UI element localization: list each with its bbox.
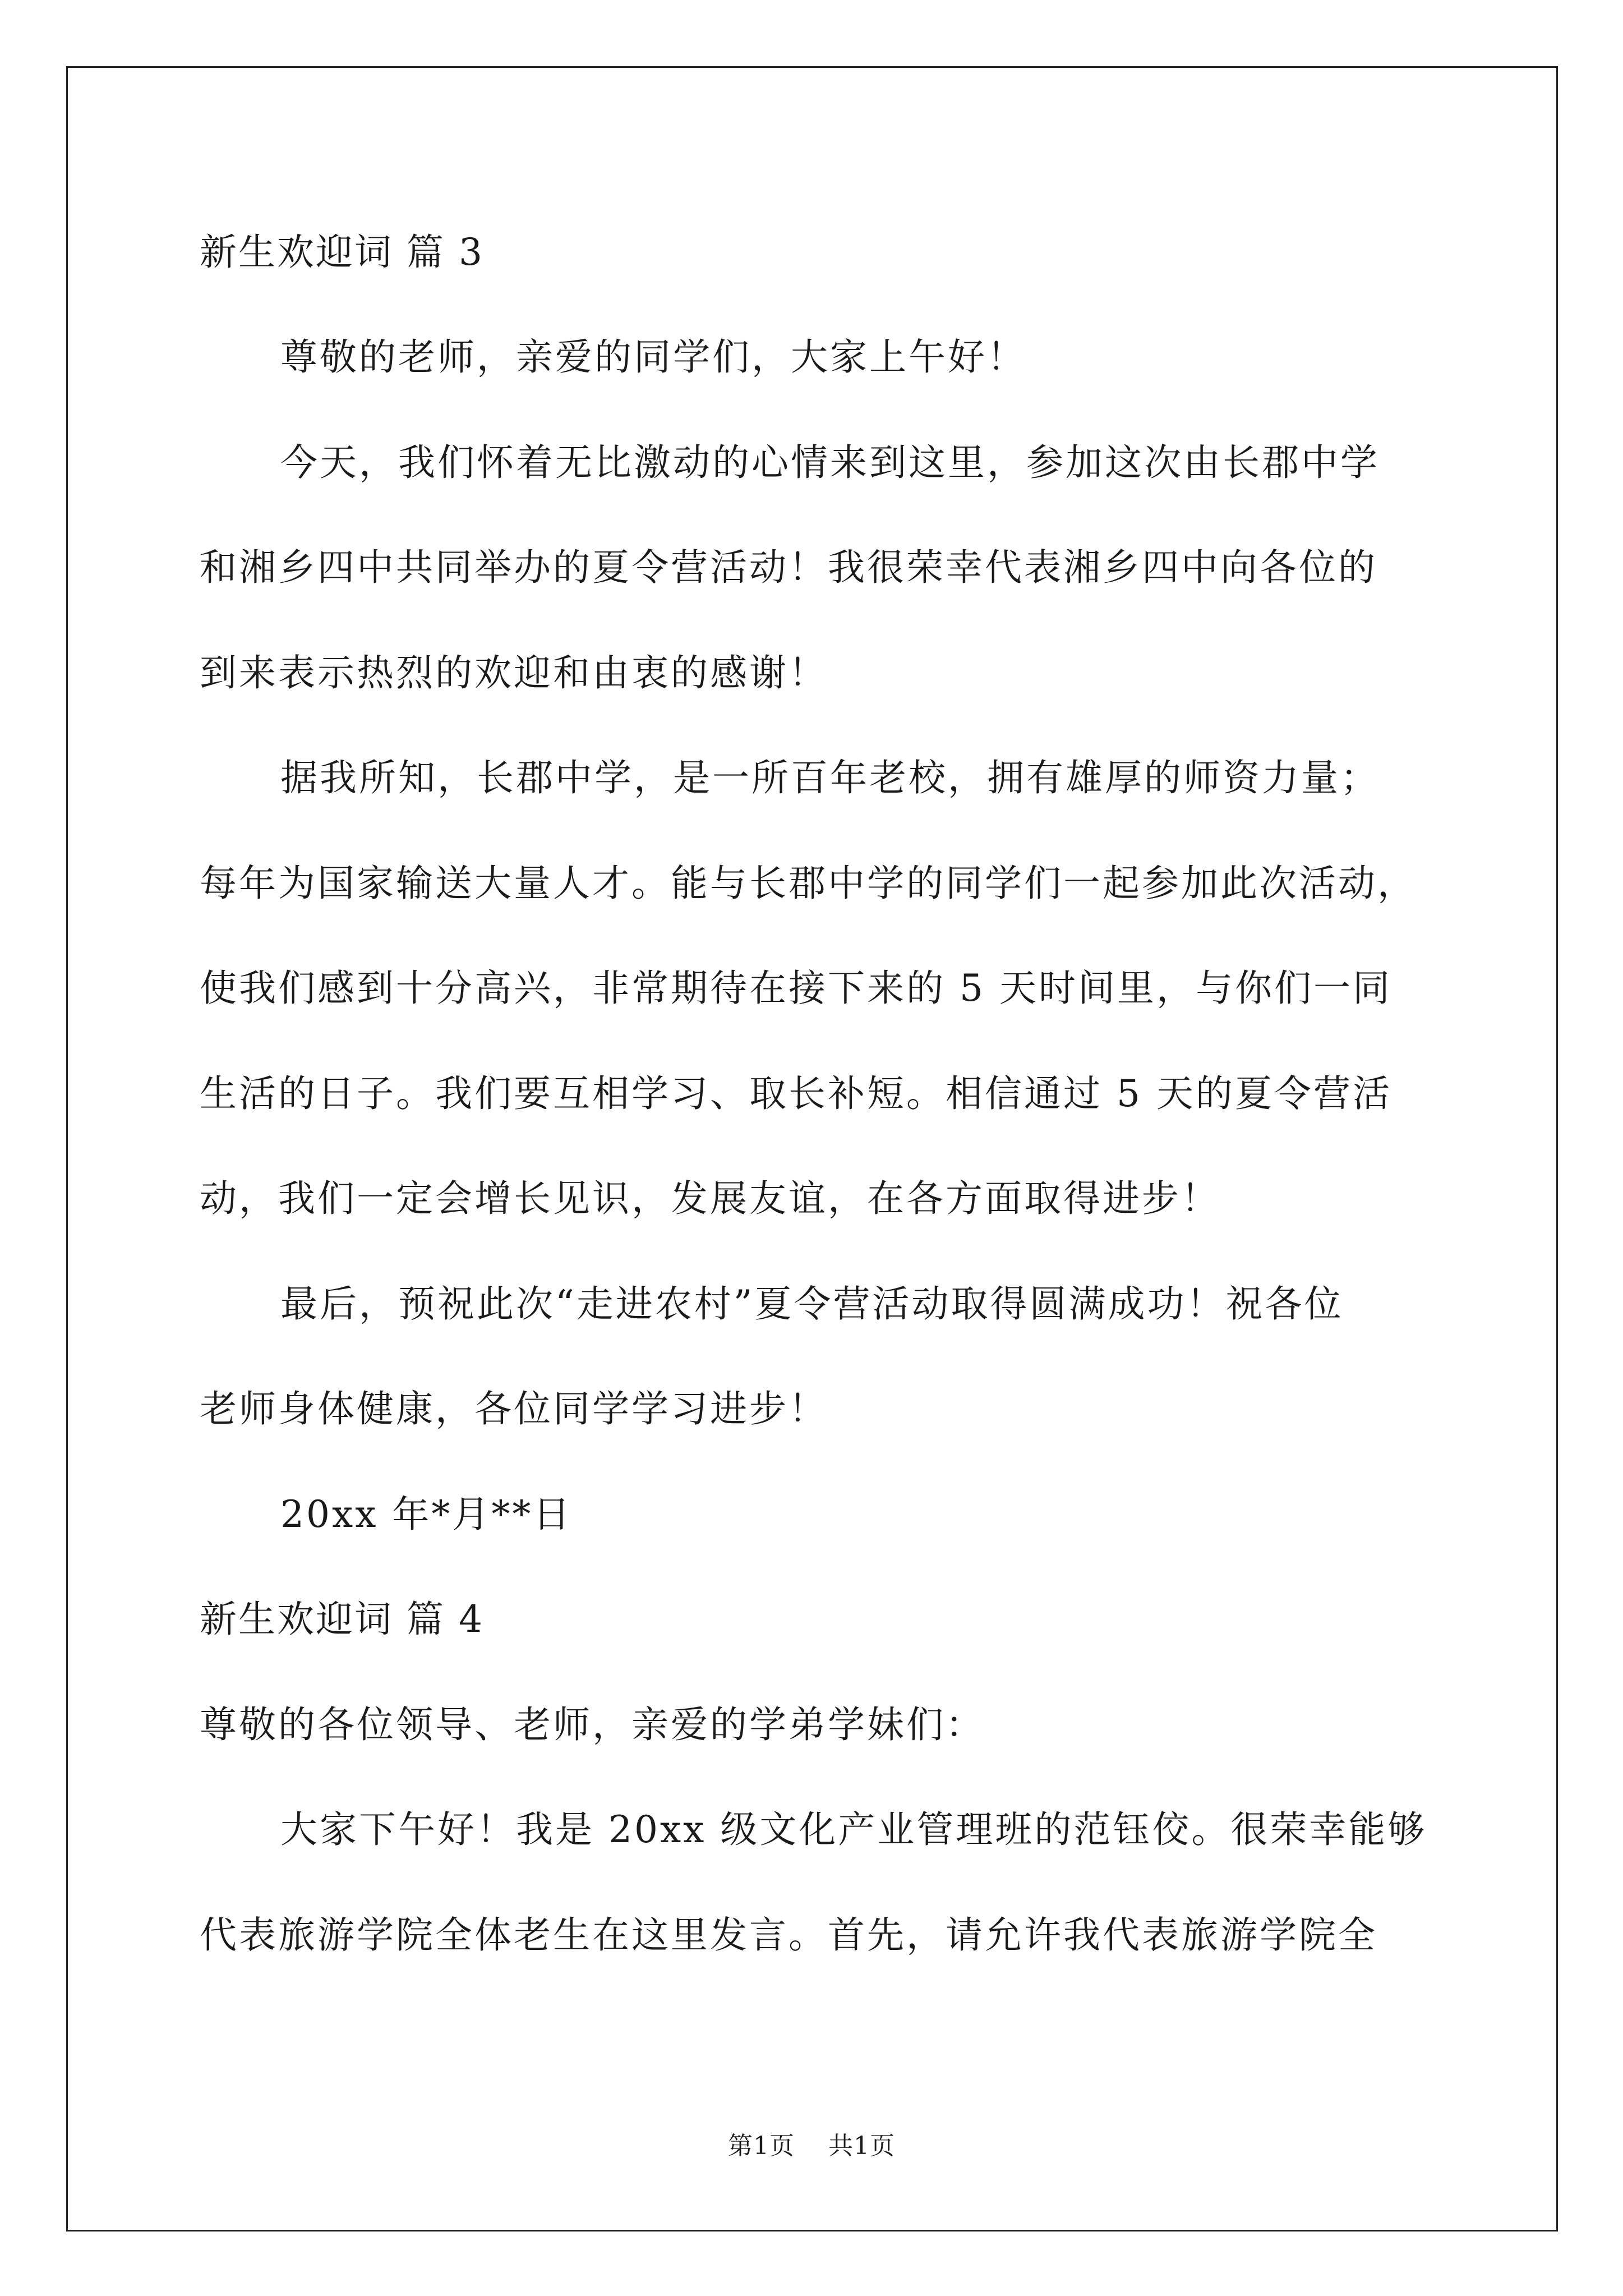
- salutation-4: 尊敬的各位领导、老师，亲爱的学弟学妹们：: [200, 1703, 985, 1746]
- salutation-3: 尊敬的老师，亲爱的同学们，大家上午好！: [280, 335, 1026, 379]
- paragraph-line: 最后，预祝此次“走进农村”夏令营活动取得圆满成功！祝各位: [280, 1282, 1344, 1326]
- paragraph-line: 代表旅游学院全体老生在这里发言。首先，请允许我代表旅游学院全: [200, 1913, 1377, 1957]
- page-number-total: 共1页: [828, 2132, 895, 2160]
- paragraph-line: 和湘乡四中共同举办的夏令营活动！我很荣幸代表湘乡四中向各位的: [200, 546, 1377, 589]
- paragraph-line: 大家下午好！我是 20xx 级文化产业管理班的范钰佼。很荣幸能够: [280, 1808, 1427, 1851]
- section-heading-4: 新生欢迎词 篇 4: [200, 1598, 484, 1641]
- page-number-current: 第1页: [728, 2132, 795, 2160]
- paragraph-line: 今天，我们怀着无比激动的心情来到这里，参加这次由长郡中学: [280, 441, 1380, 484]
- section-heading-3: 新生欢迎词 篇 3: [200, 231, 484, 274]
- paragraph-line: 到来表示热烈的欢迎和由衷的感谢！: [200, 651, 828, 694]
- paragraph-line: 动，我们一定会增长见识，发展友谊，在各方面取得进步！: [200, 1177, 1220, 1220]
- paragraph-line: 使我们感到十分高兴，非常期待在接下来的 5 天时间里，与你们一同: [200, 967, 1392, 1010]
- paragraph-line: 据我所知，长郡中学，是一所百年老校，拥有雄厚的师资力量；: [280, 756, 1380, 799]
- paragraph-line: 生活的日子。我们要互相学习、取长补短。相信通过 5 天的夏令营活: [200, 1072, 1392, 1115]
- paragraph-line: 老师身体健康，各位同学学习进步！: [200, 1387, 828, 1430]
- page-footer: [0, 2131, 1623, 2162]
- date-line: 20xx 年*月**日: [280, 1493, 573, 1536]
- page-border: [66, 66, 1558, 2231]
- paragraph-line: 每年为国家输送大量人才。能与长郡中学的同学们一起参加此次活动，: [200, 862, 1417, 905]
